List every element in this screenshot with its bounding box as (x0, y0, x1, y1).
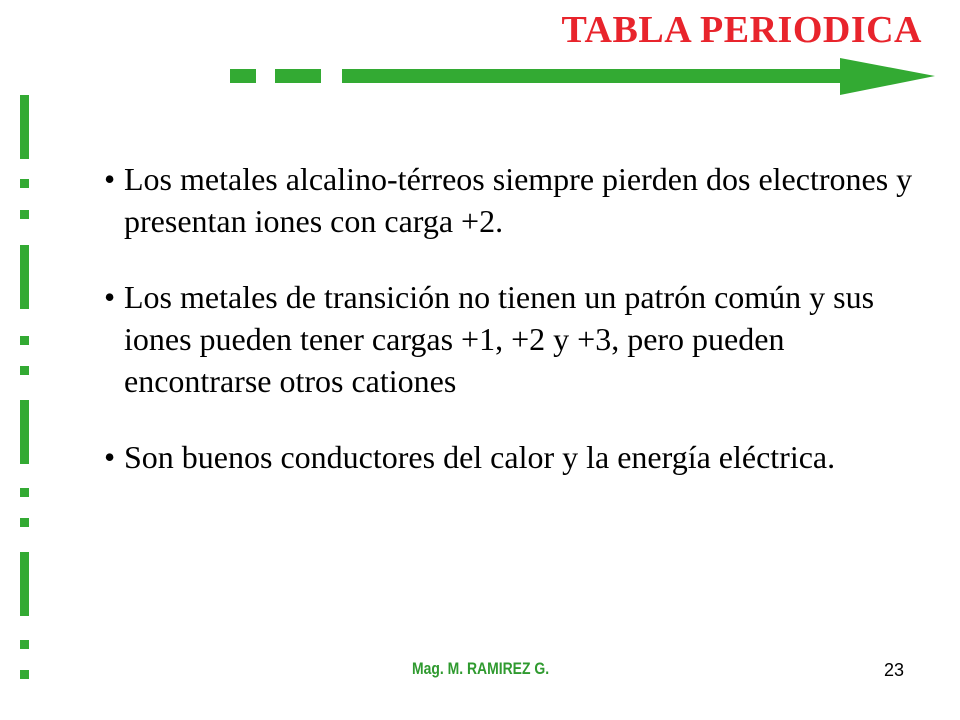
arrow-dash-1 (230, 69, 256, 83)
bullet-item (104, 436, 924, 478)
left-dot-7 (20, 640, 29, 649)
bullet-item (104, 276, 924, 402)
page-number: 23 (884, 660, 905, 680)
left-bar-1 (20, 95, 29, 159)
left-bar-4 (20, 552, 29, 616)
left-bar-2 (20, 245, 29, 309)
left-dot-3 (20, 336, 29, 345)
bullet-dot-icon: • (104, 279, 116, 315)
arrow-shaft (342, 69, 842, 83)
left-dot-1 (20, 179, 29, 188)
arrow-dash-2 (275, 69, 321, 83)
left-dot-4 (20, 366, 29, 375)
arrow-head-icon (840, 58, 935, 95)
bullet-dot-icon: • (104, 439, 116, 475)
footer-author: Mag. M. RAMIREZ G. (412, 659, 550, 678)
bullet-item (104, 158, 924, 242)
left-dot-5 (20, 488, 29, 497)
left-dot-6 (20, 518, 29, 527)
left-dot-8 (20, 670, 29, 679)
slide-title: TABLA PERIODICA (561, 9, 922, 51)
left-bar-3 (20, 400, 29, 464)
bullet-text: Son buenos conductores del calor y la energía eléctrica. (124, 439, 836, 475)
bullet-dot-icon: • (104, 161, 116, 197)
bullet-list (104, 158, 924, 512)
bullet-text: Los metales alcalino-térreos siempre pierden dos electrones y presentan iones con carga +2. (124, 161, 913, 239)
bullet-text: Los metales de transición no tienen un patrón común y sus iones pueden tener cargas +1, +2 y +3, pero pueden encontrarse otros cationes (124, 279, 875, 399)
left-dot-2 (20, 210, 29, 219)
